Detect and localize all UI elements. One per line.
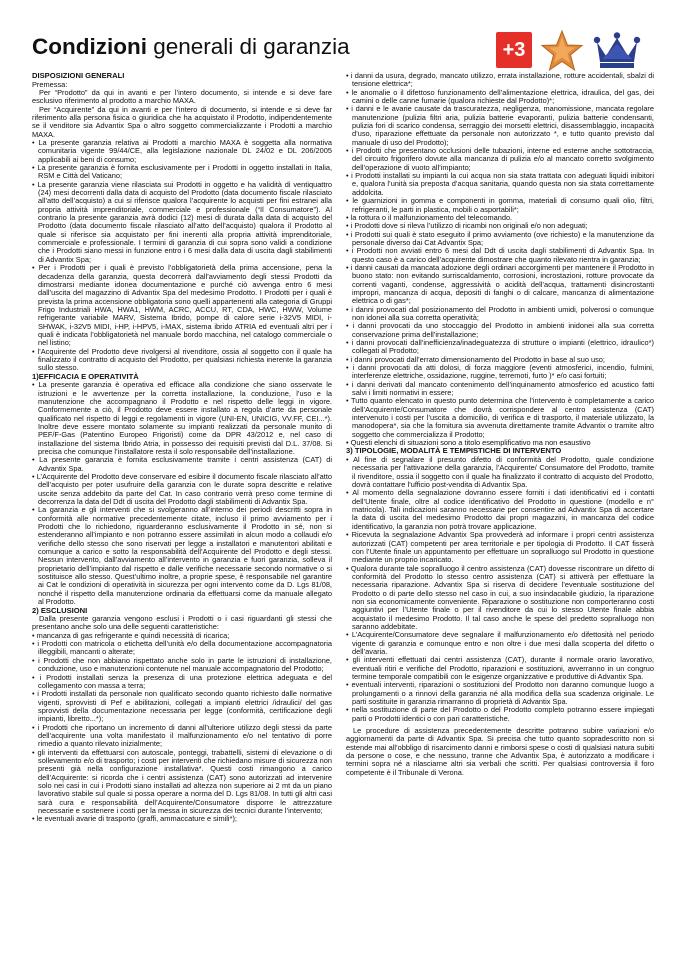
list-item: • Qualora durante tale sopralluogo il centro assistenza (CAT) dovesse riscontrare un difetto di conformità del Prodotto lo stesso centro assistenza (CAT) si attiverà per effettuare la necessaria riparazione. Advantix Spa si riserva di decidere l’eventuale sostituzione del Prodotto o di parte dello stesso nel caso in cui, a suo insindacabile giudizio, la riparazione non sia economicamente conveniente. Riparazione o sostituzione non comporteranno costi aggiuntivi per l’Utente finale o per il rivenditore da cui lo stesso Utente finale abbia acquistato il medesimo Prodotto. Il tal caso anche le spese del predetto sopralluogo non saranno addebitate. bbox=[346, 563, 654, 631]
list-item: • i Prodotti sui quali è stato eseguito il primo avviamento (ove richiesto) e la manutenzione da personale diverso dai Cat Advantix Spa; bbox=[346, 229, 654, 247]
section-heading-general: DISPOSIZIONI GENERALI bbox=[32, 71, 125, 80]
list-item: • gli interventi effettuati dai centri assistenza (CAT), durante il normale orario lavorativo, eventuali ritiri e verifiche del Prodotto, riparazioni e sostituzioni, avverranno in un congruo termine temporale compatibili con le esigenze organizzative e produttive di Advantix Spa. bbox=[346, 655, 654, 681]
list-item: • Tutto quanto elencato in questo punto determina che l’intervento è completamente a carico dell’Acquirente/Consumatore che dovrà corrispondere al centro assistenza (CAT) intervenuto i costi per l’uscita a domicilio, di verifica e di trasporto, il materiale utilizzato, la manodopera*, sia che la fornitura sia avvenuta direttamente tramite Advantix o tramite altro soggetto che commercializza il Prodotto; bbox=[346, 396, 654, 439]
list-item: • i Prodotti che riportano un incremento di danni all’ulteriore utilizzo degli stessi da parte dell’acquirente una volta manifestato il malfunzionamento e/o nel tentativo di porre rimedio a quanto rilevato inizialmente; bbox=[32, 722, 332, 749]
list-item: • gli interventi da effettuarsi con autoscale, ponteggi, trabattelli, sistemi di elevazione o di sollevamento e/o di trasporto; i costi per interventi che richiedano misure di sicurezza non presenti già nella configurazione installativa*. Questi costi rimangono a carico dell’Acquirente: si ricorda che i centri assistenza (CAT) sono autorizzati ad intervenire solo nei casi in cui i Prodotti siano installati ad altezza non superiore ai 2 mt da un piano lavorativo stabile sul quale si possa operare a norma del D. Lgs 81/08. In tutti gli altri casi sarà cura e responsabilità dell’Acquirente/Consumatore disporre le attrezzature necessarie e sostenere i costi per la messa in sicurezza dei tecnici durante l’intervento; bbox=[32, 747, 332, 815]
list-item: • mancanza di gas refrigerante e quindi necessità di ricarica; bbox=[32, 630, 230, 640]
list-item: • i danni provocati dall’errato dimensionamento del Prodotto in base al suo uso; bbox=[346, 354, 605, 364]
list-item: • l’Acquirente del Prodotto deve rivolgersi al rivenditore, ossia al soggetto con il quale ha finalizzato il contratto di acquisto del Prodotto, per qualsiasi richiesta inerente la garanzia sullo stesso. bbox=[32, 346, 332, 373]
list-item: • La presente garanzia è fornita esclusivamente per i Prodotti in oggetto installati in Italia, RSM e Città del Vaticano; bbox=[32, 163, 332, 181]
list-item: • Per i Prodotti per i quali è previsto l’obbligatorietà della prima accensione, pena la decadenza della garanzia, questa decorrerà dall’avviamento degli stessi Prodotti da dimostrarsi mediante idonea documentazione e purché ciò avvenga entro 6 mesi dall’uscita del magazzino di Advantix Spa del medesimo Prodotto. I Prodotti per i quali è prevista la prima accensione obbligatoria sono quelli appartenenti alla categoria di Gruppi Frigo Industriali HWA, HWA1, HWM, ACRC, ACCU, RT, CDA, HWC, HWW, Volume refrigerante variabile MARV, Sistema Ibrido, pompe di calore serie i-32V5 MIDI, i-SHWAK, i-32V5 MIDI, i-HP, i-HPV5, i-MAX, sistema ibrido ATRIA ed eventuali altri per i quali è indicata l’obbligatorietà nel manuale bordo macchina, nel catalogo commerciale o nel listino; bbox=[32, 263, 332, 348]
list-item: • i danni provocati da atti dolosi, di forza maggiore (eventi atmosferici, incendio, fulmini, interferenze elettriche, ossidazione, ruggine, terremoti, furto )* e/o casi fortuiti; bbox=[346, 363, 654, 381]
list-item: • eventuali interventi, riparazioni o sostituzioni del Prodotto non daranno comunque luogo a prolungamenti o a rinnovi della garanzia né alla modifica della sua scadenza originale. Le parti sostituite in garanzia rimarranno di proprietà di Advantix Spa. bbox=[346, 680, 654, 707]
list-item: • i Prodotti installati da personale non qualificato secondo quanto richiesto dalle normative vigenti, sprovvisti di Pef e abilitazioni, collegati a impianti elettrici /idraulici/ del gas sprovvisti della documentazione necessaria per legge (conformità, certificazione degli impianti, libretto...*); bbox=[32, 689, 332, 724]
list-item: • La presente garanzia relativa ai Prodotti a marchio MAXA è soggetta alla normativa comunitaria vigente 99/44/CE, alla legislazione nazionale DL 24/02 e DL 206/2005 applicabili ai beni di consumo; bbox=[32, 138, 332, 164]
paragraph: Per “Acquirente” da qui in avanti e per l’intero di documento, si intende e si deve far riferimento alla persona fisica o giuridica che ha acquistato il Prodotto, indipendentemente se il venditore sia Advantix Spa o altro soggetto commercializzante i Prodotti a marchio MAXA. bbox=[32, 104, 332, 139]
left-column bbox=[32, 72, 332, 824]
list-item: • i Prodotti installati su impianti la cui acqua non sia stata trattata con adeguati liquidi inibitori e, qualora l’unità sia preposta d’acqua sanitaria, quando questa non sia stata correttamente addolcita. bbox=[346, 171, 654, 197]
list-item: • i Prodotti installati senza la presenza di una protezione elettrica adeguata e del collegamento con massa a terra; bbox=[32, 672, 332, 690]
title-bold: Condizioni bbox=[32, 34, 147, 59]
list-item: • i danni e le avarie causate da trascuratezza, negligenza, manomissione, mancata regolare manutenzione (pulizia filtri aria, pulizia batterie evaporanti, pulizia batterie condensanti, pulizia fori di scarico condensa, serraggio dei morsetti elettrici, disassemblaggio, incapacità d’uso, riparazione effettuate da personale non autorizzato *, e tutto quanto previsto dal manuale di uso del Prodotto); bbox=[346, 104, 654, 147]
list-item: • Al fine di segnalare il presunto difetto di conformità del Prodotto, quale condizione necessaria per l’attivazione della garanzia, l’Acquirente/ Consumatore del Prodotto, tramite il rivenditore, ossia il soggetto con il quale ha finalizzato il contratto di acquisto del Prodotto, dovrà contattare l’ufficio post-vendita di Advantix Spa. bbox=[346, 455, 654, 490]
section-heading-esclusioni: 2) ESCLUSIONI bbox=[32, 605, 88, 615]
paragraph: Dalla presente garanzia vengono esclusi i Prodotti o i casi riguardanti gli stessi che presentano anche solo una delle seguenti caratteristiche: bbox=[32, 614, 332, 632]
page-title bbox=[32, 32, 350, 62]
list-item: • le guarnizioni in gomma e componenti in gomma, materiali di consumo quali olio, filtri, refrigeranti, le parti in plastica, mobili o asportabili*; bbox=[346, 196, 654, 214]
list-item: • i Prodotti dove si rileva l’utilizzo di ricambi non originali e/o non adeguati; bbox=[346, 221, 588, 231]
list-item: • i danni provocati dal posizionamento del Prodotto in ambienti umidi, polverosi o comunque non idonei alla sua corretta operatività; bbox=[346, 304, 654, 322]
list-item: • la rottura o il malfunzionamento del telecomando. bbox=[346, 212, 513, 222]
paragraph: Per “Prodotto” da qui in avanti e per l’intero documento, si intende e si deve fare esclusivo riferimento al prodotto a marchio MAXA. bbox=[32, 87, 332, 106]
list-item: • L’Acquirente/Consumatore deve segnalare il malfunzionamento e/o difettosità nel periodo vigente di garanzia e comunque entro e non oltre i due mesi dalla scoperta del difetto o dell’avaria. bbox=[346, 630, 654, 656]
right-column bbox=[346, 72, 654, 777]
list-item: • i Prodotti che non abbiano rispettato anche solo in parte le istruzioni di installazione, conduzione, uso e manutenzioni contenute nel manuale accompagnatorio del Prodotto; bbox=[32, 655, 332, 674]
list-item: • i Prodotti che presentano occlusioni delle tubazioni, interne ed esterne anche sottotraccia, del circuito frigorifero dovute alla mancanza di pulizia e/o al mancato corretto svolgimento dell’operazione di vuoto all’impianto; bbox=[346, 146, 654, 172]
list-item: • le anomalie o il difettoso funzionamento dell’alimentazione elettrica, idraulica, del gas, dei camini o delle canne fumarie (qualora richieste dal Prodotto)*; bbox=[346, 87, 654, 106]
section-heading-efficacia: 1)EFFICACIA E OPERATIVITÀ bbox=[32, 371, 139, 381]
list-item: • Ricevuta la segnalazione Advantix Spa provvederà ad informare i propri centri assistenza autorizzati (CAT) competenti per area territoriale e per tipologia di Prodotto. Il CAT fisserà con l’Utente finale un appuntamento per effettuare un sopralluogo sul Prodotto in questione mediante un proprio incaricato. bbox=[346, 530, 654, 565]
list-item: • i danni da usura, degrado, mancato utilizzo, errata installazione, rotture accidentali, sbalzi di tensione elettrica*; bbox=[346, 71, 654, 89]
list-item: • Al momento della segnalazione dovranno essere forniti i dati identificativi ed i contatti dell’Utente finale, oltre al codice identificativo del Prodotto in questione (modello e n° matricola). Tali indicazioni saranno necessarie per consentire ad Advantix Spa di accertare la data di uscita del medesimo Prodotto dai propri magazzini, in mancanza del codice identificativo, la garanzia non potrà trovare applicazione. bbox=[346, 488, 655, 531]
list-item: • i Prodotti non avviati entro 6 mesi dal Ddt di uscita dagli stabilimenti di Advantix Spa. In questo caso è a carico dell’acquirente dimostrare che quanto rilevato rientra in garanzia; bbox=[346, 246, 654, 264]
list-item: • nella sostituzione di parte del Prodotto o del Prodotto completo potranno essere impiegati parti o Prodotti identici o con pari caratteristiche. bbox=[346, 705, 654, 723]
list-item: • i danni provocati da uno stoccaggio del Prodotto in ambienti inidonei alla sua corretta conservazione prima dell’installazione; bbox=[346, 321, 654, 339]
list-item: • L’Acquirente del Prodotto deve conservare ed esibire il documento fiscale rilasciato all’atto dell’acquisto per poter usufruire della garanzia con le durate sopra descritte e relative uscite senza addebito da parte del Cat. In caso contrario verrà preso come termine di decorrenza la data del Ddt di uscita del Prodotto dagli stabilimenti di Advantix Spa. bbox=[32, 472, 332, 507]
title-rest: generali di garanzia bbox=[146, 34, 350, 59]
conditions-body bbox=[32, 72, 654, 952]
crown-icon bbox=[592, 32, 642, 70]
list-item: • Questi elenchi di situazioni sono a titolo esemplificativo ma non esaustivo bbox=[346, 438, 591, 448]
plus-three-badge: +3 bbox=[496, 32, 532, 68]
star-icon bbox=[540, 30, 584, 72]
premessa-label: Premessa: bbox=[32, 79, 68, 89]
list-item: • i danni causati da mancata adozione degli ordinari accorgimenti per mantenere il Prodotto in buono stato: non evitando surriscaldamento, corrosioni, incrostazioni, rotture provocate da correnti vaganti, condense, aggressività o acidità dell’acqua, trattamenti disincrostanti impropri, mancanza di acqua, depositi di fanghi o di calcare, mancanza di alimentazione elettrica o di gas*; bbox=[346, 262, 654, 306]
list-item: • La presente garanzia viene rilasciata sui Prodotti in oggetto e ha validità di ventiquattro (24) mesi decorrenti dalla data di acquisto del Prodotto (data documento fiscale rilasciato all’atto dell’acquisto) a cui si riferisce qualora l’acquirente lo acquisti per fini estranei alla propria attività imprenditoriale, commerciale e professionale (“Il Consumatore”). Al contrario la presente garanzia avrà dodici (12) mesi di durata dalla data di acquisto del Prodotto (data documento fiscale rilasciato all’atto dell’acquisto) qualora il Prodotto al quale si riferisce sia acquistato per fini inerenti alla propria attività imprenditoriale, commerciale e professionale. I termini di garanzia di cui sopra sono validi a condizione che i Prodotti siano messi in funzione entro i 6 mesi dalla data di uscita dagli stabilimenti di Advantix Spa; bbox=[32, 179, 332, 264]
closing-paragraph: Le procedure di assistenza precedentemente descritte potranno subire variazioni e/o aggiornamenti da parte di Advantix Spa. Si precisa che tutto quanto sopradescritto non si estende mai all’obbligo di risarcimento danni e rimborsi spese o costi di qualsiasi natura subiti da persone o cose, e che nessuno, tranne che Advantix Spa, è autorizzato a modificare i termini sopra né a rilasciarne altri sia verbali che scritti. Per qualsiasi controversia il foro competente è il Tribunale di Verona. bbox=[346, 726, 654, 777]
list-item: • La presente garanzia è operativa ed efficace alla condizione che siano osservate le istruzioni e le avvertenze per la corretta installazione, la conduzione, l’uso e la manutenzione che accompagnano il Prodotto e nel rispetto delle leggi in vigore. Conformemente a ciò, il Prodotto deve essere installato a regola d’arte da personale qualificato nel rispetto di leggi e regolamenti in vigore (UNI-EN, UNICIG, VV.FF, CEI...*). Inoltre deve essere montato solamente su impianti realizzati da personale munito di PEF/F-Gas (Patentino Europeo Frigoristi) come da DPR 43/2012 e, nel caso di installazione del sistema Ibrido Atria, in possesso dei requisiti previsti dal D.L. 37/08. Si precisa che comunque l’installatore resta il solo responsabile dell’installazione. bbox=[32, 380, 332, 456]
list-item: • La garanzia e gli interventi che si svolgeranno all’interno dei periodi descritti sopra in conformità alle normative precedentemente citate, incluso il primo avviamento per i Prodotti che lo richiedono, riguarderanno esclusivamente il Prodotto in sé, non si estenderanno all’impianto e non potranno essere assimilati in alcun modo a collaudi e/o verifiche dello stesso che sono riservati per legge a installatori e manutentori abilitati e comunque a carico e sotto la responsabilità dell’Acquirente del Prodotto e degli stessi. Nessun intervento, dall’avviamento all’intervento in garanzia e fuori garanzia, solleva il proprietario dell’impianto dal rispetto e dalle verifiche necessarie secondo normative o si sostituisce allo stesso. Quest’ultimo inoltre, a proprie spese, è responsabile nel garantire ai Cat le condizioni di operatività in sicurezza per ogni intervento come da D. Lgs 81/08, nonché il rispetto della manutenzione ordinaria da effettuarsi come da manuale allegato al Prodotto. bbox=[32, 505, 332, 607]
list-item: • i danni provocati dall’inefficienza/inadeguatezza di strutture o impianti (elettrico, idraulico*) collegati al Prodotto; bbox=[346, 338, 654, 356]
list-item: • le eventuali avarie di trasporto (graffi, ammaccature e simili*); bbox=[32, 814, 237, 824]
list-item: • i danni derivati dal mancato contenimento dell’inquinamento atmosferico ed acustico fatti salvi i limiti normativi in essere; bbox=[346, 379, 654, 398]
list-item: • i Prodotti con matricola o etichetta dell’unità e/o della documentazione accompagnatoria illeggibili, mancanti o alterate; bbox=[32, 639, 332, 657]
page-header bbox=[32, 32, 652, 72]
list-item: • La presente garanzia è fornita esclusivamente tramite i centri assistenza (CAT) di Advantix Spa. bbox=[32, 455, 332, 473]
section-heading-tipologie: 3) TIPOLOGIE, MODALITÀ E TEMPISTICHE DI INTERVENTO bbox=[346, 446, 562, 456]
